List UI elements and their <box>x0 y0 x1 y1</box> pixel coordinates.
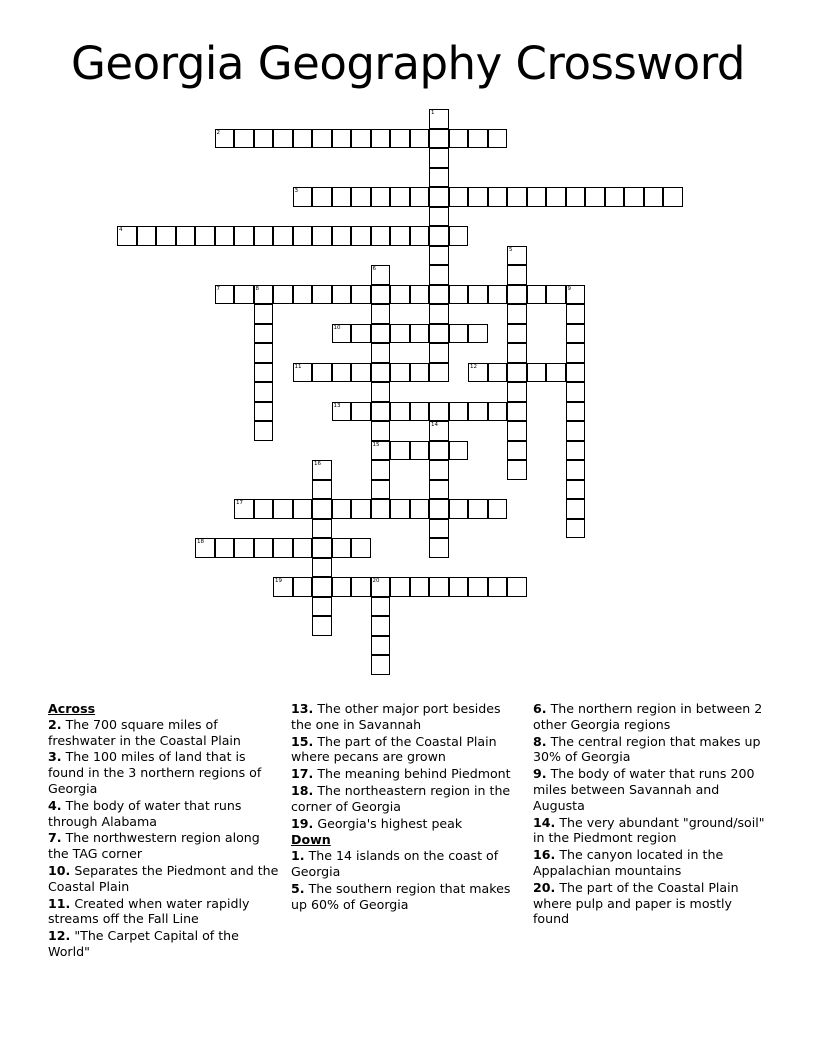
grid-cell[interactable] <box>429 577 449 597</box>
grid-cell[interactable] <box>390 285 410 305</box>
grid-cell[interactable] <box>429 363 449 383</box>
grid-cell[interactable] <box>332 324 352 344</box>
grid-cell[interactable] <box>371 324 391 344</box>
grid-cell[interactable] <box>254 324 274 344</box>
grid-cell[interactable] <box>332 538 352 558</box>
grid-cell[interactable] <box>468 499 488 519</box>
grid-cell[interactable] <box>371 265 391 285</box>
grid-cell[interactable] <box>312 460 332 480</box>
grid-cell[interactable] <box>273 285 293 305</box>
grid-cell[interactable] <box>429 441 449 461</box>
grid-cell[interactable] <box>176 226 196 246</box>
grid-cell[interactable] <box>507 460 527 480</box>
clue-number: 1 <box>431 110 435 116</box>
grid-cell[interactable] <box>390 577 410 597</box>
grid-cell[interactable] <box>507 324 527 344</box>
grid-cell[interactable] <box>254 499 274 519</box>
clue-column-2 <box>291 701 523 913</box>
page-title: Georgia Geography Crossword <box>71 37 745 90</box>
clue-item-number: 18. <box>291 782 314 798</box>
clue-item-number: 13. <box>291 701 314 716</box>
grid-cell[interactable] <box>156 226 176 246</box>
grid-cell[interactable] <box>488 129 508 149</box>
clue-item <box>48 749 280 796</box>
clue-number: 5 <box>509 246 513 253</box>
grid-cell[interactable] <box>351 499 371 519</box>
grid-cell[interactable] <box>254 538 274 558</box>
grid-cell[interactable] <box>234 499 254 519</box>
grid-cell[interactable] <box>468 577 488 597</box>
grid-cell[interactable] <box>429 499 449 519</box>
grid-cell[interactable] <box>507 421 527 441</box>
clue-item-number: 19. <box>291 815 314 831</box>
clue-number: 19 <box>275 578 282 584</box>
clue-item-text: The part of the Coastal Plain where pecans are grown <box>291 733 497 765</box>
clue-item-text: The 700 square miles of freshwater in the Coastal Plain <box>48 716 241 748</box>
grid-cell[interactable] <box>293 499 313 519</box>
clue-item-text: The very abundant "ground/soil" in the Piedmont region <box>533 814 765 846</box>
grid-cell[interactable] <box>254 363 274 383</box>
grid-cell[interactable] <box>371 226 391 246</box>
grid-cell[interactable] <box>410 402 430 422</box>
clue-item <box>291 766 523 782</box>
clue-item-number: 1. <box>291 848 305 864</box>
grid-cell[interactable] <box>468 187 488 207</box>
clue-item-number: 7. <box>48 830 62 846</box>
clue-item-text: The southern region that makes up 60% of Georgia <box>291 880 511 912</box>
clue-item-text: Created when water rapidly streams off the Fall Line <box>48 895 250 927</box>
grid-cell[interactable] <box>429 207 449 227</box>
grid-cell[interactable] <box>410 363 430 383</box>
grid-cell[interactable] <box>371 499 391 519</box>
clue-number: 16 <box>314 461 321 467</box>
grid-cell[interactable] <box>488 285 508 305</box>
grid-cell[interactable] <box>273 577 293 597</box>
clue-item <box>48 830 280 862</box>
grid-cell[interactable] <box>507 382 527 402</box>
grid-cell[interactable] <box>371 343 391 363</box>
grid-cell[interactable] <box>410 441 430 461</box>
grid-cell[interactable] <box>390 324 410 344</box>
grid-cell[interactable] <box>507 265 527 285</box>
clue-number: 9 <box>567 285 571 292</box>
across-heading: Across <box>48 701 96 716</box>
grid-cell[interactable] <box>488 363 508 383</box>
grid-cell[interactable] <box>566 324 586 344</box>
grid-cell[interactable] <box>293 226 313 246</box>
grid-cell[interactable] <box>566 519 586 539</box>
grid-cell[interactable] <box>351 285 371 305</box>
grid-cell[interactable] <box>293 285 313 305</box>
grid-cell[interactable] <box>254 421 274 441</box>
clue-item <box>291 816 523 832</box>
clue-item <box>533 734 765 766</box>
grid-cell[interactable] <box>117 226 137 246</box>
grid-cell[interactable] <box>429 480 449 500</box>
grid-cell[interactable] <box>371 129 391 149</box>
grid-cell[interactable] <box>566 343 586 363</box>
grid-cell[interactable] <box>410 129 430 149</box>
grid-cell[interactable] <box>449 187 469 207</box>
grid-cell[interactable] <box>566 402 586 422</box>
grid-cell[interactable] <box>390 187 410 207</box>
grid-cell[interactable] <box>566 285 586 305</box>
grid-cell[interactable] <box>371 187 391 207</box>
grid-cell[interactable] <box>273 129 293 149</box>
grid-cell[interactable] <box>371 382 391 402</box>
grid-cell[interactable] <box>332 577 352 597</box>
grid-cell[interactable] <box>663 187 683 207</box>
clue-item-text: The northeastern region in the corner of Georgia <box>291 782 511 814</box>
grid-cell[interactable] <box>527 285 547 305</box>
grid-cell[interactable] <box>312 285 332 305</box>
grid-cell[interactable] <box>566 499 586 519</box>
grid-cell[interactable] <box>410 577 430 597</box>
clue-item <box>533 766 765 813</box>
clue-item-text: The northern region in between 2 other Georgia regions <box>533 701 763 732</box>
clue-number: 12 <box>470 363 477 370</box>
clue-item-number: 2. <box>48 716 62 732</box>
clue-item-text: The meaning behind Piedmont <box>317 766 511 782</box>
grid-cell[interactable] <box>215 129 235 149</box>
clue-item-text: "The Carpet Capital of the World" <box>48 928 239 959</box>
grid-cell[interactable] <box>390 402 410 422</box>
clue-item <box>291 701 523 733</box>
grid-cell[interactable] <box>351 538 371 558</box>
clue-number: 17 <box>236 500 243 506</box>
grid-cell[interactable] <box>234 226 254 246</box>
grid-cell[interactable] <box>429 168 449 188</box>
grid-cell[interactable] <box>371 577 391 597</box>
grid-cell[interactable] <box>566 382 586 402</box>
clue-number: 15 <box>372 441 380 448</box>
grid-cell[interactable] <box>429 109 449 129</box>
grid-cell[interactable] <box>468 363 488 383</box>
clue-item-number: 20. <box>533 879 556 895</box>
grid-cell[interactable] <box>390 363 410 383</box>
clue-number: 7 <box>216 285 220 292</box>
grid-cell[interactable] <box>429 148 449 168</box>
grid-cell[interactable] <box>410 187 430 207</box>
grid-cell[interactable] <box>371 597 391 617</box>
clue-item-number: 5. <box>291 880 305 896</box>
grid-cell[interactable] <box>137 226 157 246</box>
grid-cell[interactable] <box>273 538 293 558</box>
grid-cell[interactable] <box>585 187 605 207</box>
grid-cell[interactable] <box>332 499 352 519</box>
grid-cell[interactable] <box>449 577 469 597</box>
grid-cell[interactable] <box>312 480 332 500</box>
grid-cell[interactable] <box>507 285 527 305</box>
grid-cell[interactable] <box>507 363 527 383</box>
clue-item <box>291 734 523 766</box>
grid-cell[interactable] <box>507 246 527 266</box>
grid-cell[interactable] <box>371 655 391 675</box>
clue-number: 14 <box>431 422 438 428</box>
clue-column-3 <box>533 701 765 928</box>
clue-item-number: 6. <box>533 701 547 716</box>
grid-cell[interactable] <box>449 129 469 149</box>
clue-number: 4 <box>119 227 123 233</box>
grid-cell[interactable] <box>507 441 527 461</box>
grid-cell[interactable] <box>234 285 254 305</box>
grid-cell[interactable] <box>527 187 547 207</box>
grid-cell[interactable] <box>332 129 352 149</box>
clue-number: 13 <box>333 402 341 409</box>
grid-cell[interactable] <box>371 285 391 305</box>
grid-cell[interactable] <box>468 402 488 422</box>
clue-item-number: 9. <box>533 766 547 782</box>
grid-cell[interactable] <box>449 285 469 305</box>
clue-item <box>48 798 280 830</box>
grid-cell[interactable] <box>312 616 332 636</box>
grid-cell[interactable] <box>507 304 527 324</box>
grid-cell[interactable] <box>293 363 313 383</box>
grid-cell[interactable] <box>566 441 586 461</box>
clue-item-text: The northwestern region along the TAG corner <box>48 830 260 862</box>
clue-number: 3 <box>294 188 298 194</box>
grid-cell[interactable] <box>429 421 449 441</box>
clue-item <box>533 701 765 733</box>
grid-cell[interactable] <box>624 187 644 207</box>
grid-cell[interactable] <box>507 577 527 597</box>
grid-cell[interactable] <box>312 129 332 149</box>
clue-item <box>48 896 280 928</box>
clue-item <box>48 717 280 749</box>
grid-cell[interactable] <box>507 343 527 363</box>
grid-cell[interactable] <box>312 597 332 617</box>
clue-item-number: 16. <box>533 847 556 863</box>
grid-cell[interactable] <box>332 402 352 422</box>
clue-item-text: The central region that makes up 30% of Georgia <box>533 733 761 765</box>
clue-item <box>48 863 280 895</box>
grid-cell[interactable] <box>566 187 586 207</box>
grid-cell[interactable] <box>546 187 566 207</box>
clue-item-text: The other major port besides the one in Savannah <box>291 701 501 732</box>
clue-item <box>291 848 523 880</box>
grid-cell[interactable] <box>449 226 469 246</box>
grid-cell[interactable] <box>254 304 274 324</box>
clue-column-1 <box>48 701 280 961</box>
grid-cell[interactable] <box>429 129 449 149</box>
grid-cell[interactable] <box>429 460 449 480</box>
grid-cell[interactable] <box>332 285 352 305</box>
clue-item-number: 15. <box>291 733 314 749</box>
grid-cell[interactable] <box>566 460 586 480</box>
grid-cell[interactable] <box>449 441 469 461</box>
clue-item-text: The body of water that runs 200 miles between Savannah and Augusta <box>533 766 755 813</box>
grid-cell[interactable] <box>351 324 371 344</box>
grid-cell[interactable] <box>371 402 391 422</box>
grid-cell[interactable] <box>566 363 586 383</box>
grid-cell[interactable] <box>429 187 449 207</box>
clue-item-number: 10. <box>48 862 71 878</box>
clue-item-text: The body of water that runs through Alabama <box>48 797 242 829</box>
clue-item <box>533 847 765 879</box>
grid-cell[interactable] <box>254 402 274 422</box>
grid-cell[interactable] <box>215 538 235 558</box>
grid-cell[interactable] <box>449 499 469 519</box>
grid-cell[interactable] <box>273 226 293 246</box>
grid-cell[interactable] <box>644 187 664 207</box>
clue-item-number: 12. <box>48 928 71 944</box>
grid-cell[interactable] <box>488 402 508 422</box>
grid-cell[interactable] <box>507 402 527 422</box>
grid-cell[interactable] <box>215 226 235 246</box>
grid-cell[interactable] <box>293 129 313 149</box>
grid-cell[interactable] <box>429 538 449 558</box>
clue-number: 8 <box>255 285 259 292</box>
clue-number: 10 <box>333 324 341 331</box>
clue-number: 11 <box>294 363 302 370</box>
grid-cell[interactable] <box>488 499 508 519</box>
grid-cell[interactable] <box>215 285 235 305</box>
grid-cell[interactable] <box>507 187 527 207</box>
grid-cell[interactable] <box>332 187 352 207</box>
clue-item <box>533 815 765 847</box>
grid-cell[interactable] <box>449 324 469 344</box>
grid-cell[interactable] <box>195 538 215 558</box>
clue-item-number: 17. <box>291 766 314 782</box>
clue-item-text: Separates the Piedmont and the Coastal Plain <box>48 862 279 894</box>
grid-cell[interactable] <box>312 519 332 539</box>
grid-cell[interactable] <box>410 226 430 246</box>
grid-cell[interactable] <box>429 265 449 285</box>
grid-cell[interactable] <box>527 363 547 383</box>
clue-item-number: 4. <box>48 797 62 813</box>
grid-cell[interactable] <box>468 129 488 149</box>
grid-cell[interactable] <box>312 226 332 246</box>
grid-cell[interactable] <box>390 129 410 149</box>
clue-item-number: 14. <box>533 814 556 830</box>
clue-number: 18 <box>197 539 204 545</box>
clue-item-number: 8. <box>533 733 547 749</box>
grid-cell[interactable] <box>390 226 410 246</box>
clue-number: 6 <box>372 266 376 272</box>
grid-cell[interactable] <box>488 577 508 597</box>
grid-cell[interactable] <box>429 304 449 324</box>
grid-cell[interactable] <box>351 402 371 422</box>
grid-cell[interactable] <box>293 187 313 207</box>
grid-cell[interactable] <box>312 363 332 383</box>
grid-cell[interactable] <box>566 421 586 441</box>
grid-cell[interactable] <box>312 499 332 519</box>
grid-cell[interactable] <box>371 616 391 636</box>
grid-cell[interactable] <box>429 402 449 422</box>
grid-cell[interactable] <box>371 480 391 500</box>
grid-cell[interactable] <box>312 538 332 558</box>
clue-number: 2 <box>216 129 220 136</box>
grid-cell[interactable] <box>293 538 313 558</box>
grid-cell[interactable] <box>468 285 488 305</box>
grid-cell[interactable] <box>332 226 352 246</box>
grid-cell[interactable] <box>429 285 449 305</box>
grid-cell[interactable] <box>254 382 274 402</box>
grid-cell[interactable] <box>371 441 391 461</box>
clue-item-text: The 14 islands on the coast of Georgia <box>291 848 499 879</box>
grid-cell[interactable] <box>566 480 586 500</box>
grid-cell[interactable] <box>429 324 449 344</box>
grid-cell[interactable] <box>312 187 332 207</box>
clue-item-text: Georgia's highest peak <box>317 815 463 831</box>
grid-cell[interactable] <box>468 324 488 344</box>
grid-cell[interactable] <box>429 246 449 266</box>
clue-number: 20 <box>372 578 380 584</box>
grid-cell[interactable] <box>351 577 371 597</box>
clue-item <box>291 881 523 913</box>
grid-cell[interactable] <box>410 499 430 519</box>
grid-cell[interactable] <box>332 363 352 383</box>
grid-cell[interactable] <box>605 187 625 207</box>
grid-cell[interactable] <box>371 460 391 480</box>
grid-cell[interactable] <box>195 226 215 246</box>
clue-item <box>533 880 765 927</box>
grid-cell[interactable] <box>566 304 586 324</box>
clue-item-text: The part of the Coastal Plain where pulp and paper is mostly found <box>533 879 739 927</box>
grid-cell[interactable] <box>351 187 371 207</box>
grid-cell[interactable] <box>546 363 566 383</box>
grid-cell[interactable] <box>234 538 254 558</box>
clue-item-text: The 100 miles of land that is found in the 3 northern regions of Georgia <box>48 749 262 796</box>
grid-cell[interactable] <box>371 421 391 441</box>
grid-cell[interactable] <box>390 499 410 519</box>
grid-cell[interactable] <box>410 324 430 344</box>
grid-cell[interactable] <box>449 402 469 422</box>
clue-item-number: 3. <box>48 749 62 765</box>
grid-cell[interactable] <box>429 343 449 363</box>
grid-cell[interactable] <box>429 519 449 539</box>
grid-cell[interactable] <box>351 129 371 149</box>
grid-cell[interactable] <box>254 285 274 305</box>
grid-cell[interactable] <box>234 129 254 149</box>
clue-item-number: 11. <box>48 895 71 911</box>
clue-item <box>291 783 523 815</box>
grid-cell[interactable] <box>546 285 566 305</box>
grid-cell[interactable] <box>254 343 274 363</box>
grid-cell[interactable] <box>488 187 508 207</box>
grid-cell[interactable] <box>410 285 430 305</box>
grid-cell[interactable] <box>371 363 391 383</box>
grid-cell[interactable] <box>371 636 391 656</box>
clue-item-text: The canyon located in the Appalachian mountains <box>533 847 724 878</box>
grid-cell[interactable] <box>429 226 449 246</box>
down-heading: Down <box>291 832 331 848</box>
grid-cell[interactable] <box>351 363 371 383</box>
clue-item <box>48 928 280 960</box>
grid-cell[interactable] <box>312 558 332 578</box>
grid-cell[interactable] <box>254 226 274 246</box>
grid-cell[interactable] <box>351 226 371 246</box>
grid-cell[interactable] <box>371 304 391 324</box>
grid-cell[interactable] <box>254 129 274 149</box>
grid-cell[interactable] <box>312 577 332 597</box>
grid-cell[interactable] <box>390 441 410 461</box>
grid-cell[interactable] <box>273 499 293 519</box>
grid-cell[interactable] <box>293 577 313 597</box>
